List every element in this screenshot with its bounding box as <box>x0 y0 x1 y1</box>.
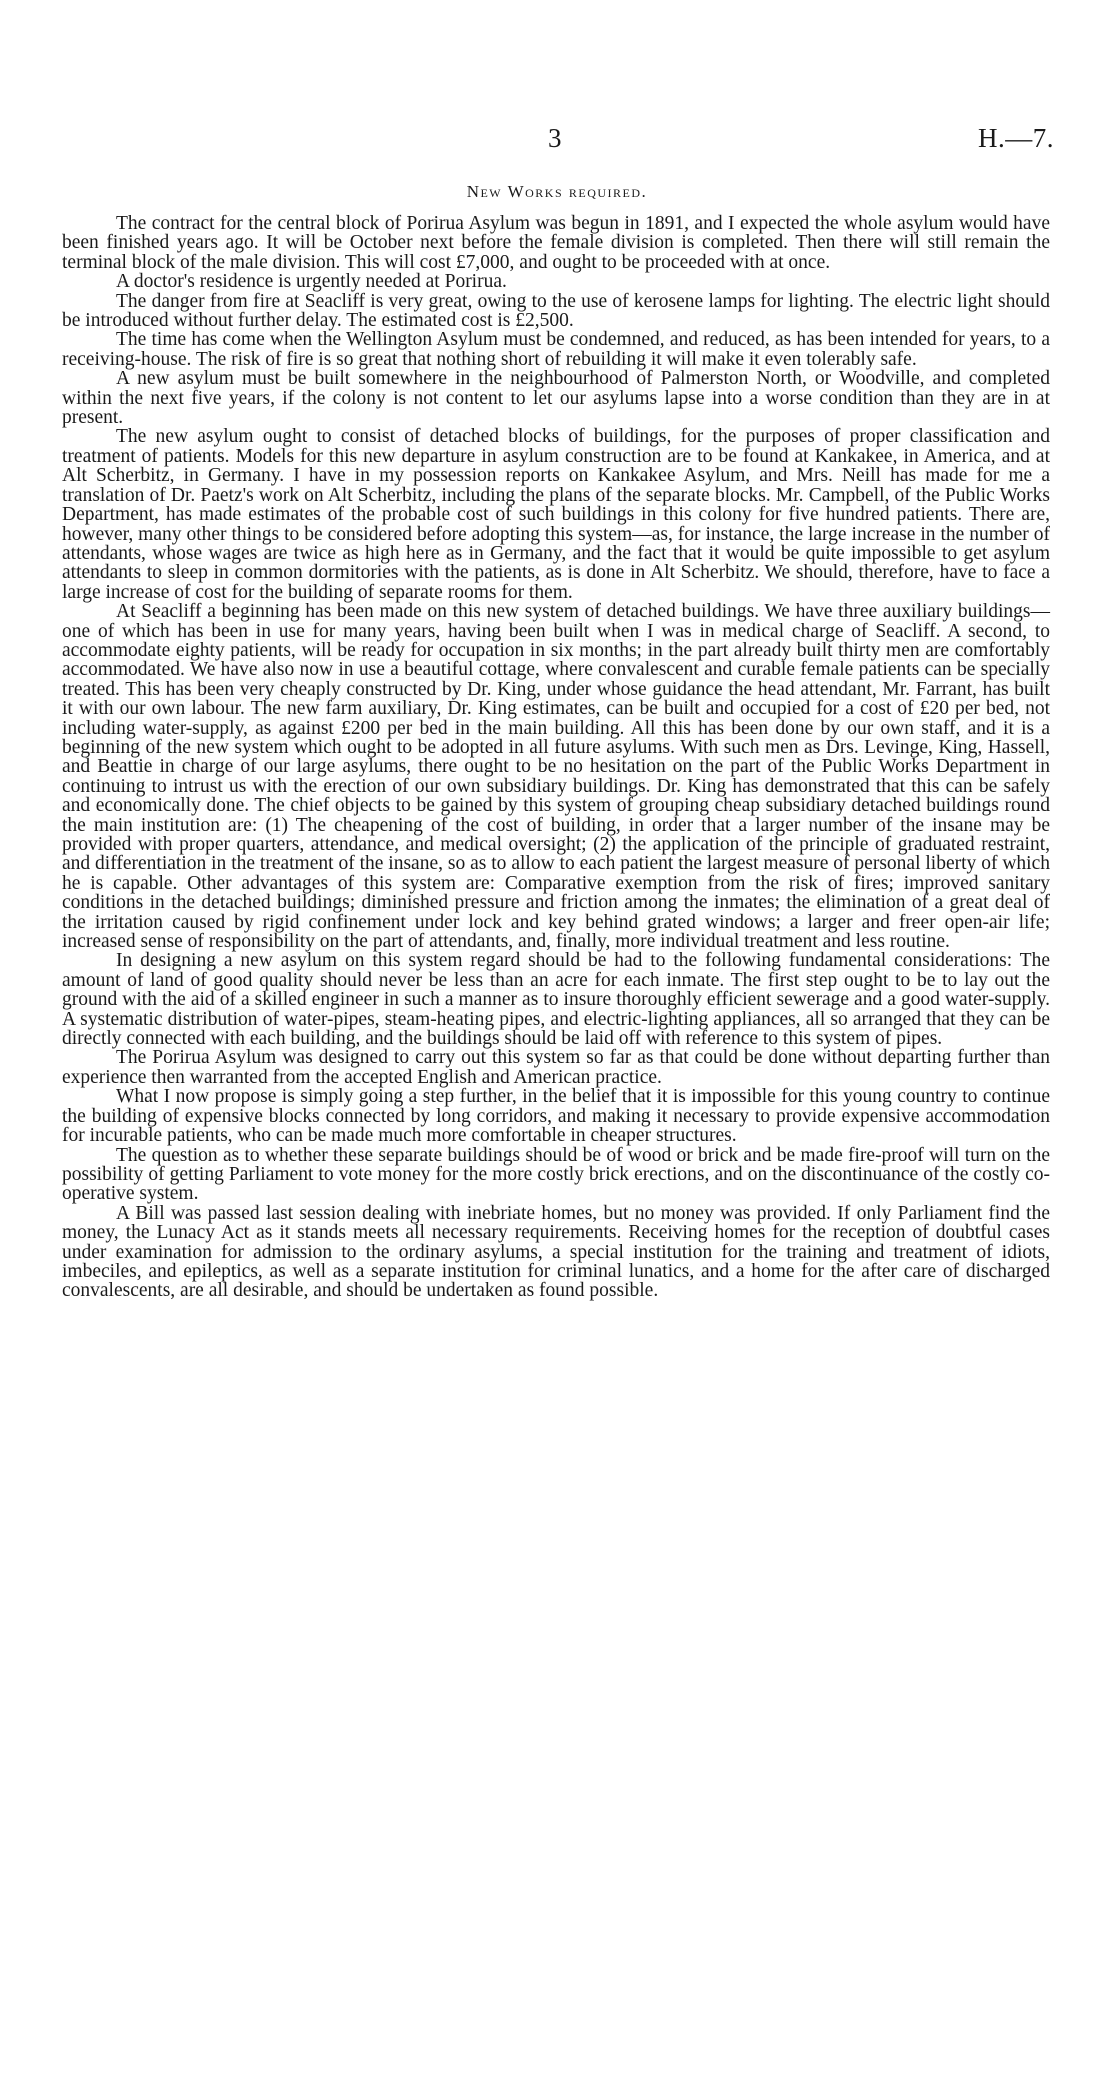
paragraph-detached-blocks: The new asylum ought to consist of detached blocks of buildings, for the purposes of proper classification and treatment of patients. Models for this new departure in asylum construction are to be found at Kankakee, in America, and at Alt Scherbitz, in Germany. I have in my possession reports on Kankakee Asylum, and Mrs. Neill has made for me a translation of Dr. Paetz's work on Alt Scherbitz, including the plans of the separate blocks. Mr. Campbell, of the Public Works Department, has made estimates of the probable cost of such buildings in this colony for five hundred patients. There are, however, many other things to be considered before adopting this system—as, for instance, the large increase in the number of attendants, whose wages are twice as high here as in Germany, and the fact that it would be quite impossible to get asylum attendants to sleep in common dormitories with the patients, as is done in Alt Scherbitz. We should, therefore, have to face a large increase of cost for the building of separate rooms for them. <box>62 426 1050 603</box>
body-text <box>62 214 1050 1301</box>
paragraph-design-considerations: In designing a new asylum on this system regard should be had to the following fundamental considerations: The amount of land of good quality should never be less than an acre for each inmate. The first step ought to be to lay out the ground with the aid of a skilled engineer in such a manner as to insure thoroughly efficient sewerage and a good water-supply. A systematic distribution of water-pipes, steam-heating pipes, and electric-lighting appliances, all so arranged that they can be directly connected with each building, and the buildings should be laid off with reference to this system of pipes. <box>62 950 1050 1050</box>
section-heading: New Works required. <box>466 182 648 201</box>
paragraph-wood-or-brick: The question as to whether these separate buildings should be of wood or brick and be made fire-proof will turn on the possibility of getting Parliament to vote money for the more costly brick erections, and on the discontinuance of the costly co-operative system. <box>62 1144 1050 1205</box>
paragraph-proposal: What I now propose is simply going a step further, in the belief that it is impossible for this young country to continue the building of expensive blocks connected by long corridors, and making it necessary to provide expensive accommodation for incurable patients, who can be made much more comfortable in cheaper structures. <box>62 1086 1050 1147</box>
document-series-reference: H.—7. <box>978 123 1054 153</box>
paragraph-doctors-residence: A doctor's residence is urgently needed at Porirua. <box>116 271 507 293</box>
page-number: 3 <box>548 123 562 153</box>
paragraph-central-block: The contract for the central block of Porirua Asylum was begun in 1891, and I expected the whole asylum would have been finished years ago. It will be October next before the female division is completed. Then there will still remain the terminal block of the male division. This will cost £7,000, and ought to be proceeded with at once. <box>62 213 1050 273</box>
paragraph-seacliff-auxiliary: At Seacliff a beginning has been made on this new system of detached buildings. We have three auxiliary buildings—one of which has been in use for many years, having been built when I was in medical charge of Seacliff. A second, to accommodate eighty patients, will be ready for occupation in six months; in the part already built thirty men are comfortably accommodated. We have also now in use a beautiful cottage, where convalescent and curable female patients can be specially treated. This has been very cheaply constructed by Dr. King, under whose guidance the head attendant, Mr. Farrant, has built it with our own labour. The new farm auxiliary, Dr. King estimates, can be built and occupied for a cost of £20 per bed, not including water-supply, as against £200 per bed in the main building. All this has been done by our own staff, and it is a beginning of the new system which ought to be adopted in all future asylums. With such men as Drs. Levinge, King, Hassell, and Beattie in charge of our large asylums, there ought to be no hesitation on the part of the Public Works Department in continuing to intrust us with the erection of our own subsidiary buildings. Dr. King has demonstrated that this can be safely and economically done. The chief objects to be gained by this system of grouping cheap subsidiary detached buildings round the main institution are: (1) The cheapening of the cost of building, in order that a larger number of the insane may be provided with proper quarters, attendance, and medical oversight; (2) the application of the principle of graduated restraint, and differentiation in the treatment of the insane, so as to allow to each patient the largest measure of personal liberty of which he is capable. Other advantages of this system are: Comparative exemption from the risk of fires; improved sanitary conditions in the detached buildings; diminished pressure and friction among the inmates; the elimination of a great deal of the irritation caused by rigid confinement under lock and key behind grated windows; a larger and freer open-air life; increased sense of responsibility on the part of attendants, and, finally, more individual treatment and less routine. <box>62 601 1050 953</box>
paragraph-porirua-design: The Porirua Asylum was designed to carry out this system so far as that could be done without departing further than experience then warranted from the accepted English and American practice. <box>62 1047 1050 1088</box>
paragraph-wellington-asylum: The time has come when the Wellington Asylum must be condemned, and reduced, as has been intended for years, to a receiving-house. The risk of fire is so great that nothing short of rebuilding it will make it even tolerably safe. <box>62 329 1050 370</box>
page-header <box>0 118 1114 158</box>
paragraph-new-asylum-location: A new asylum must be built somewhere in the neighbourhood of Palmerston North, or Woodville, and completed within the next five years, if the colony is not content to let our asylums lapse into a worse condition than they are in at present. <box>62 368 1050 429</box>
paragraph-inebriate-homes-bill: A Bill was passed last session dealing with inebriate homes, but no money was provided. If only Parliament find the money, the Lunacy Act as it stands meets all necessary requirements. Receiving homes for the reception of doubtful cases under examination for admission to the ordinary asylums, a special institution for the training and treatment of idiots, imbeciles, and epileptics, as well as a separate institution for criminal lunatics, and a home for the after care of discharged convalescents, are all desirable, and should be undertaken as found possible. <box>62 1202 1050 1302</box>
paragraph-fire-danger-seacliff: The danger from fire at Seacliff is very great, owing to the use of kerosene lamps for lighting. The electric light should be introduced without further delay. The estimated cost is £2,500. <box>62 290 1050 332</box>
